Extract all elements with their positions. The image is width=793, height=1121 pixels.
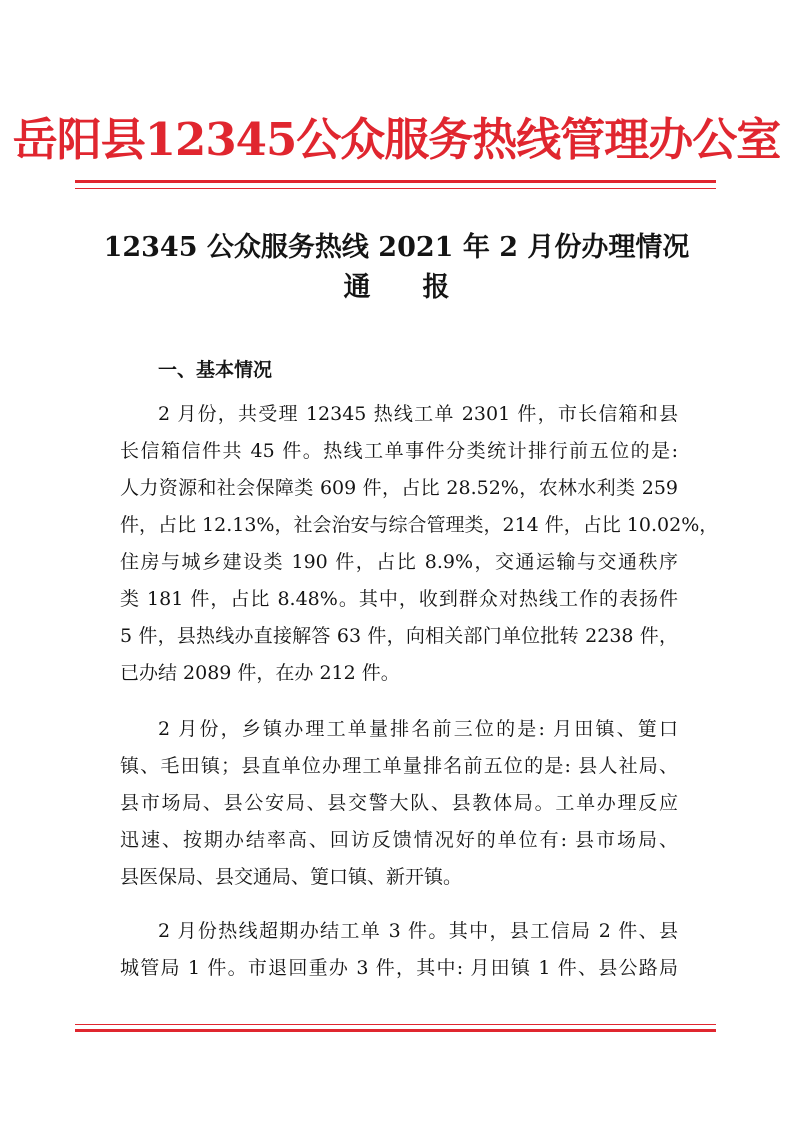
paragraph-line: 镇、毛田镇；县直单位办理工单量排名前五位的是: 县人社局、 <box>120 755 678 777</box>
paragraph-line: 5 件，县热线办直接解答 63 件，向相关部门单位批转 2238 件， <box>120 625 678 647</box>
footer-rule-thick <box>75 1029 716 1032</box>
paragraph-line: 住房与城乡建设类 190 件，占比 8.9%，交通运输与交通秩序 <box>120 551 678 573</box>
document-title-line-1: 12345 公众服务热线 2021 年 2 月份办理情况 <box>103 232 690 263</box>
paragraph-line: 长信箱信件共 45 件。热线工单事件分类统计排行前五位的是: <box>120 440 678 462</box>
section-heading-basic-situation: 一、基本情况 <box>158 359 273 381</box>
paragraph-line: 2 月份热线超期办结工单 3 件。其中，县工信局 2 件、县 <box>158 920 678 942</box>
red-rule-thick <box>75 180 716 183</box>
paragraph-line: 类 181 件，占比 8.48%。其中，收到群众对热线工作的表扬件 <box>120 588 678 610</box>
paragraph-line: 2 月份，共受理 12345 热线工单 2301 件，市长信箱和县 <box>158 403 678 425</box>
paragraph-line: 件，占比 12.13%，社会治安与综合管理类，214 件，占比 10.02%， <box>120 514 719 536</box>
masthead-title: 岳阳县12345公众服务热线管理办公室 <box>12 113 781 166</box>
paragraph-line: 已办结 2089 件，在办 212 件。 <box>120 662 400 684</box>
document-title-line-2: 通报 <box>343 272 502 303</box>
paragraph-line: 县医保局、县交通局、筻口镇、新开镇。 <box>120 866 463 888</box>
footer-rule-thin <box>75 1024 716 1025</box>
paragraph-line: 城管局 1 件。市退回重办 3 件，其中: 月田镇 1 件、县公路局 <box>120 957 678 979</box>
red-rule-thin <box>75 188 716 189</box>
paragraph-line: 县市场局、县公安局、县交警大队、县教体局。工单办理反应 <box>120 792 678 814</box>
paragraph-line: 2 月份，乡镇办理工单量排名前三位的是: 月田镇、筻口 <box>158 718 678 740</box>
masthead-red-rule <box>75 180 716 194</box>
footer-red-rule <box>75 1024 716 1036</box>
paragraph-line: 人力资源和社会保障类 609 件，占比 28.52%，农林水利类 259 <box>120 477 678 499</box>
paragraph-line: 迅速、按期办结率高、回访反馈情况好的单位有: 县市场局、 <box>120 829 678 851</box>
